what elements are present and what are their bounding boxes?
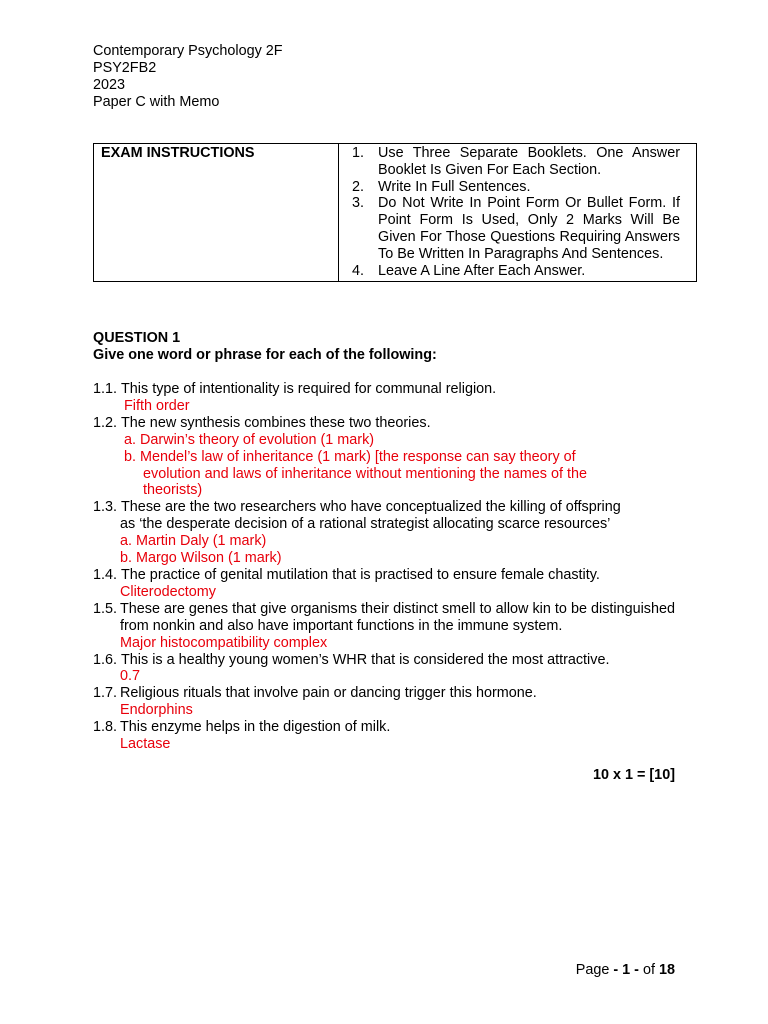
question-text: The new synthesis combines these two theories. bbox=[121, 414, 431, 431]
instruction-text: Write In Full Sentences. bbox=[378, 178, 531, 195]
exam-year: 2023 bbox=[93, 77, 126, 93]
question-item bbox=[93, 685, 675, 702]
answer-text: b. Margo Wilson (1 mark) bbox=[120, 550, 282, 567]
instruction-item bbox=[345, 179, 680, 196]
answer-text: 0.7 bbox=[120, 668, 141, 685]
instruction-item bbox=[345, 263, 680, 280]
question-text: This enzyme helps in the digestion of milk. bbox=[120, 719, 391, 736]
question-number: 1.7. bbox=[93, 685, 118, 702]
instruction-number: 2. bbox=[352, 178, 365, 195]
answer-text: Fifth order bbox=[124, 397, 190, 414]
question-title: QUESTION 1 bbox=[93, 330, 181, 346]
paper-title: Paper C with Memo bbox=[93, 94, 220, 110]
course-title: Contemporary Psychology 2F bbox=[93, 43, 283, 59]
answer-text: b. Mendel’s law of inheritance (1 mark) [the response can say theory of bbox=[124, 448, 576, 465]
question-heading-block bbox=[93, 330, 437, 364]
instruction-number: 1. bbox=[352, 145, 365, 161]
instructions-list bbox=[339, 144, 697, 282]
answer-text: Major histocompatibility complex bbox=[120, 634, 328, 651]
page-footer bbox=[540, 962, 675, 979]
instructions-heading: EXAM INSTRUCTIONS bbox=[94, 144, 339, 282]
page-current: - 1 - bbox=[613, 962, 639, 978]
answer-text: a. Darwin’s theory of evolution (1 mark) bbox=[124, 431, 375, 448]
question-instruction: Give one word or phrase for each of the following: bbox=[93, 347, 437, 363]
question-item bbox=[93, 381, 675, 398]
document-header bbox=[93, 43, 283, 111]
question-text: Religious rituals that involve pain or dancing trigger this hormone. bbox=[120, 685, 537, 702]
page-label: Page bbox=[575, 962, 614, 978]
instruction-text: Use Three Separate Booklets. One Answer Booklet Is Given For Each Section. bbox=[378, 145, 680, 178]
instruction-text: Do Not Write In Point Form Or Bullet Form. If Point Form Is Used, Only 2 Marks Will Be Given For Those Questions Requiring Answers To Be Written In Paragraphs And Sentences. bbox=[378, 195, 680, 262]
question-score-total: 10 x 1 = [10] bbox=[592, 767, 675, 783]
answer-text: evolution and laws of inheritance without mentioning the names of the bbox=[143, 465, 587, 482]
exam-instructions-table bbox=[93, 143, 697, 282]
question-number: 1.2. bbox=[93, 414, 122, 431]
instruction-number: 3. bbox=[352, 195, 365, 212]
question-item bbox=[93, 601, 675, 635]
question-text: This type of intentionality is required for communal religion. bbox=[121, 381, 497, 397]
instruction-item bbox=[345, 195, 680, 262]
question-text: These are the two researchers who have conceptualized the killing of offspring bbox=[121, 499, 621, 516]
question-item bbox=[93, 567, 675, 584]
instruction-item bbox=[345, 145, 680, 179]
answer-text: theorists) bbox=[143, 482, 203, 499]
question-number: 1.3. bbox=[93, 499, 122, 516]
question-item bbox=[93, 499, 675, 516]
page-total: 18 bbox=[658, 962, 675, 978]
question-number: 1.4. bbox=[93, 566, 122, 583]
question-number: 1.5. bbox=[93, 600, 118, 617]
answer-text: a. Martin Daly (1 mark) bbox=[120, 533, 267, 550]
answer-text: Lactase bbox=[120, 736, 171, 753]
question-text-continued: as ‘the desperate decision of a rational strategist allocating scarce resources’ bbox=[120, 516, 611, 533]
question-text: The practice of genital mutilation that is practised to ensure female chastity. bbox=[121, 566, 600, 583]
instruction-number: 4. bbox=[352, 262, 365, 279]
question-text: These are genes that give organisms their distinct smell to allow kin to be distinguished from nonkin and also have important functions in the immune system. bbox=[120, 600, 675, 634]
question-item bbox=[93, 415, 675, 432]
instruction-text: Leave A Line After Each Answer. bbox=[378, 262, 586, 279]
answer-text: Endorphins bbox=[120, 702, 193, 719]
question-item bbox=[93, 719, 675, 736]
page-of-label: of bbox=[638, 962, 659, 978]
question-number: 1.1. bbox=[93, 381, 122, 397]
question-text: This is a healthy young women’s WHR that is considered the most attractive. bbox=[121, 651, 610, 668]
question-list bbox=[93, 381, 675, 753]
question-number: 1.6. bbox=[93, 651, 122, 668]
question-number: 1.8. bbox=[93, 719, 118, 736]
course-code: PSY2FB2 bbox=[93, 60, 157, 76]
answer-text: Cliterodectomy bbox=[120, 583, 216, 600]
question-item bbox=[93, 652, 675, 669]
